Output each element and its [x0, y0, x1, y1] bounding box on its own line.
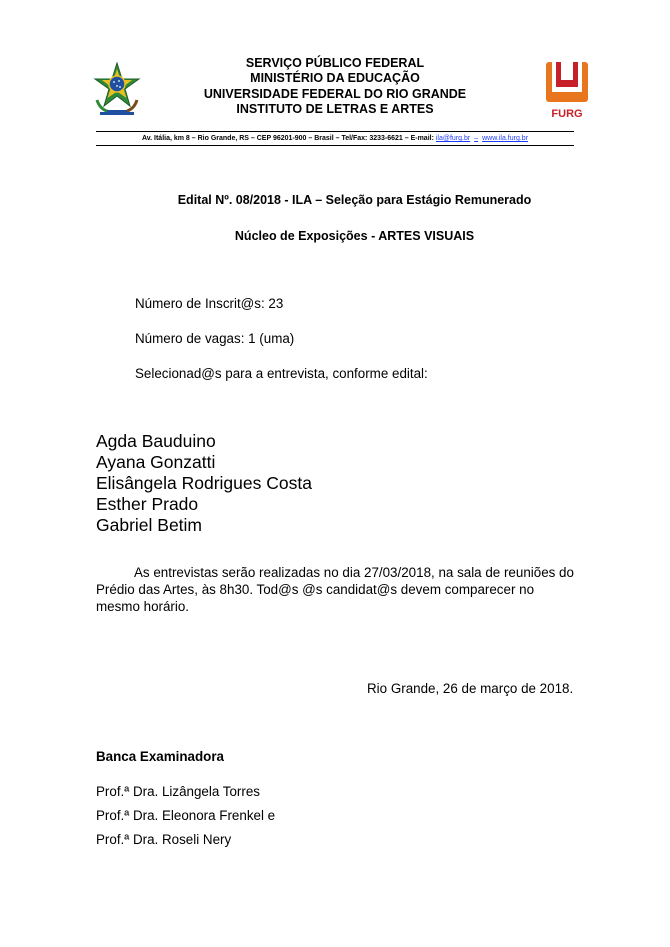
institution-address [96, 134, 574, 143]
website-link[interactable]: www.ila.furg.br [482, 135, 529, 142]
vagas-count: Número de vagas: 1 (uma) [135, 331, 295, 346]
furg-logo-text: FURG [551, 108, 583, 120]
banca-member: Prof.ª Dra. Roseli Nery [96, 832, 232, 847]
email-link[interactable]: ila@furg.br [435, 135, 471, 142]
address-text: Av. Itália, km 8 – Rio Grande, RS – CEP 96201-900 – Brasil – Tel/Fax: 3233-6621 – E-mail: [141, 135, 434, 142]
date-line: Rio Grande, 26 de março de 2018. [367, 681, 574, 696]
header-line-servico-publico: SERVIÇO PÚBLICO FEDERAL [245, 56, 425, 70]
selected-name: Ayana Gonzatti [96, 452, 216, 472]
selected-name: Elisângela Rodrigues Costa [96, 473, 312, 493]
banca-member: Prof.ª Dra. Eleonora Frenkel e [96, 808, 276, 823]
separator-text: – [474, 135, 479, 142]
interview-notice: As entrevistas serão realizadas no dia 27/03/2018, na sala de reuniões do Prédio das Artes, às 8h30. Tod@s @s candidat@s devem comparecer no mesmo horário. [96, 565, 574, 614]
header-top-rule [96, 131, 574, 132]
furg-logo [544, 60, 590, 120]
header-line-ministerio: MINISTÉRIO DA EDUCAÇÃO [250, 71, 420, 85]
edital-title: Edital Nº. 08/2018 - ILA – Seleção para Estágio Remunerado [177, 193, 532, 207]
edital-subtitle: Núcleo de Exposições - ARTES VISUAIS [234, 229, 475, 243]
header-bottom-rule [96, 145, 574, 146]
header-line-instituto: INSTITUTO DE LETRAS E ARTES [236, 102, 434, 116]
selecionados-intro: Selecionad@s para a entrevista, conforme edital: [135, 366, 428, 381]
banca-member: Prof.ª Dra. Lizângela Torres [96, 784, 260, 799]
selected-name: Gabriel Betim [96, 515, 203, 535]
selected-name: Esther Prado [96, 494, 199, 514]
banca-heading: Banca Examinadora [96, 749, 225, 764]
furg-logo-icon [544, 60, 590, 106]
selected-name: Agda Bauduino [96, 431, 216, 451]
header-line-universidade: UNIVERSIDADE FEDERAL DO RIO GRANDE [203, 87, 467, 101]
inscritos-count: Número de Inscrit@s: 23 [135, 296, 284, 311]
